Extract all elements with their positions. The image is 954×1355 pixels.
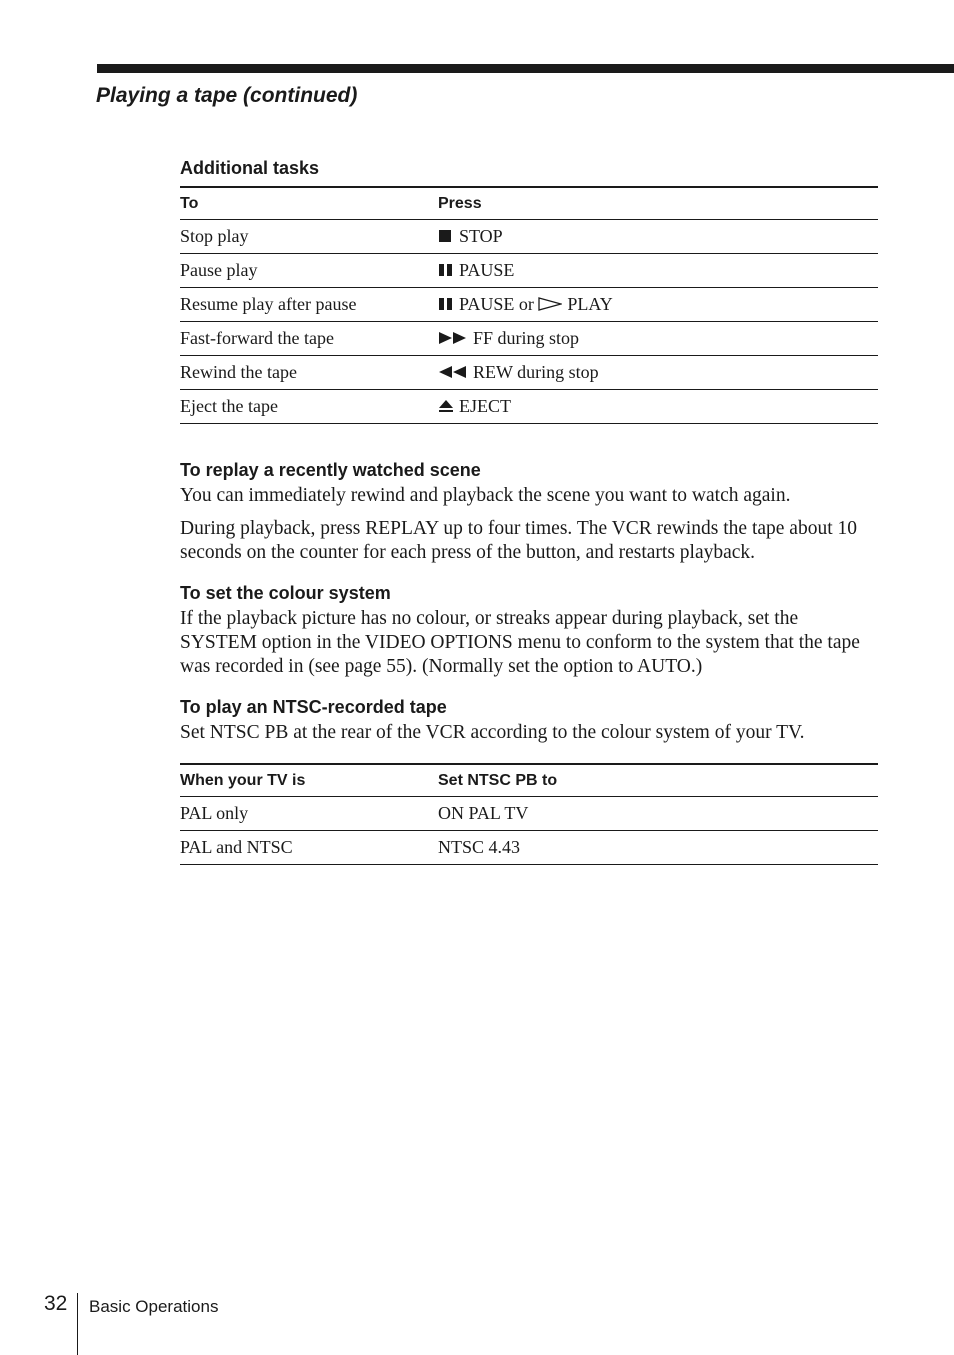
press-label: PAUSE bbox=[459, 260, 515, 280]
ntsc-setting-cell: ON PAL TV bbox=[438, 797, 878, 831]
footer-section-label: Basic Operations bbox=[89, 1297, 219, 1316]
column-header-tv: When your TV is bbox=[180, 764, 438, 797]
ntsc-setting-cell: NTSC 4.43 bbox=[438, 831, 878, 865]
ntsc-table bbox=[180, 763, 878, 865]
header-rule bbox=[97, 64, 954, 73]
fast-forward-icon bbox=[438, 331, 468, 345]
ntsc-section-title: To play an NTSC-recorded tape bbox=[180, 697, 447, 717]
press-label: EJECT bbox=[459, 396, 511, 416]
task-label: Pause play bbox=[180, 254, 438, 288]
eject-icon bbox=[438, 399, 454, 413]
replay-paragraph-1: You can immediately rewind and playback the scene you want to watch again. bbox=[180, 485, 791, 506]
press-label: FF during stop bbox=[473, 328, 580, 348]
table-header-row bbox=[180, 187, 878, 220]
table-row bbox=[180, 831, 878, 865]
stop-icon bbox=[438, 229, 454, 243]
play-icon bbox=[538, 297, 562, 311]
table-row bbox=[180, 797, 878, 831]
rewind-icon bbox=[438, 365, 468, 379]
pause-icon bbox=[438, 263, 454, 277]
page-number: 32 bbox=[44, 1292, 68, 1315]
table-row bbox=[180, 390, 878, 424]
column-header-to: To bbox=[180, 187, 438, 220]
column-header-press: Press bbox=[438, 187, 878, 220]
press-cell bbox=[438, 390, 878, 424]
pause-icon bbox=[438, 297, 454, 311]
press-cell bbox=[438, 288, 878, 322]
press-label: PAUSE or bbox=[459, 294, 534, 314]
press-label: STOP bbox=[459, 226, 503, 246]
press-cell bbox=[438, 220, 878, 254]
replay-paragraph-2: During playback, press REPLAY up to four times. The VCR rewinds the tape about 10 seconds on the counter for each press of the button, and restarts playback. bbox=[180, 518, 857, 563]
table-row bbox=[180, 322, 878, 356]
footer-divider bbox=[77, 1293, 78, 1355]
press-cell bbox=[438, 254, 878, 288]
task-label: Stop play bbox=[180, 220, 438, 254]
press-label: REW during stop bbox=[473, 362, 599, 382]
additional-tasks-table bbox=[180, 186, 878, 424]
tv-type-cell: PAL and NTSC bbox=[180, 831, 438, 865]
additional-tasks-title: Additional tasks bbox=[180, 158, 320, 178]
tv-type-cell: PAL only bbox=[180, 797, 438, 831]
page-title: Playing a tape (continued) bbox=[96, 84, 358, 107]
table-row bbox=[180, 356, 878, 390]
press-cell bbox=[438, 322, 878, 356]
task-label: Fast-forward the tape bbox=[180, 322, 438, 356]
press-cell bbox=[438, 356, 878, 390]
press-label: PLAY bbox=[567, 294, 613, 314]
task-label: Resume play after pause bbox=[180, 288, 438, 322]
replay-section-title: To replay a recently watched scene bbox=[180, 460, 481, 480]
table-row bbox=[180, 254, 878, 288]
ntsc-paragraph: Set NTSC PB at the rear of the VCR according to the colour system of your TV. bbox=[180, 722, 805, 743]
task-label: Eject the tape bbox=[180, 390, 438, 424]
table-row bbox=[180, 288, 878, 322]
table-header-row bbox=[180, 764, 878, 797]
colour-system-title: To set the colour system bbox=[180, 583, 391, 603]
colour-system-paragraph: If the playback picture has no colour, or streaks appear during playback, set the SYSTEM option in the VIDEO OPTIONS menu to conform to the system that the tape was recorded in (see page 55). (Normally set the option to AUTO.) bbox=[180, 608, 860, 677]
page-content bbox=[180, 154, 878, 865]
task-label: Rewind the tape bbox=[180, 356, 438, 390]
column-header-set: Set NTSC PB to bbox=[438, 764, 878, 797]
table-row bbox=[180, 220, 878, 254]
